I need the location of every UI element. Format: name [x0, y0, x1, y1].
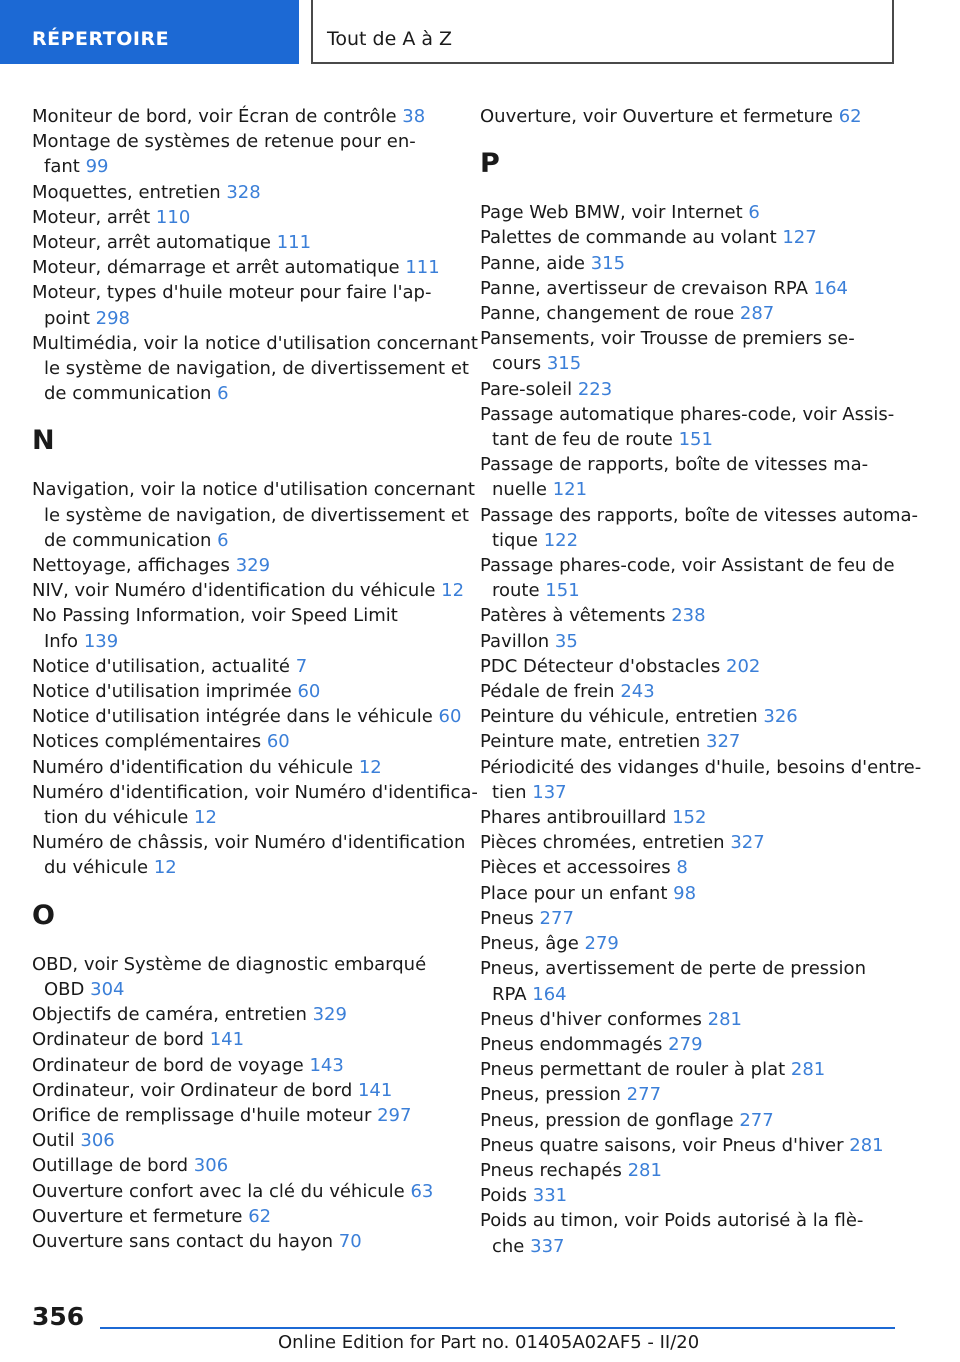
index-entry: Place pour un enfant 98 [480, 882, 697, 904]
index-column-right [480, 104, 922, 1259]
page-reference-link[interactable]: 279 [584, 933, 619, 955]
index-entry: Passage de rapports, boîte de vitesses ma‐ nuelle 121 [480, 454, 869, 501]
page-reference-link[interactable]: 164 [813, 277, 849, 299]
index-entry: Navigation, voir la notice d'utilisation concernant le système de navigation, de divertissement et de communication 6 [32, 479, 475, 551]
index-entry: Moteur, arrêt 110 [32, 206, 191, 228]
page-reference-link[interactable]: 60 [297, 681, 321, 703]
page-reference-link[interactable]: 223 [577, 378, 613, 400]
section-tab [0, 0, 299, 64]
index-entry: Notice d'utilisation, actualité 7 [32, 655, 308, 677]
index-entry: Ordinateur, voir Ordinateur de bord 141 [32, 1079, 393, 1101]
index-entry: PDC Détecteur d'obstacles 202 [480, 655, 761, 677]
index-entry: Patères à vêtements 238 [480, 605, 706, 627]
page-reference-link[interactable]: 63 [410, 1180, 434, 1202]
page-reference-link[interactable]: 110 [155, 206, 191, 228]
page-reference-link[interactable]: 6 [217, 383, 229, 405]
page-reference-link[interactable]: 99 [85, 156, 109, 178]
index-entry: Notice d'utilisation intégrée dans le véhicule 60 [32, 706, 462, 728]
index-entry: Ouverture sans contact du hayon 70 [32, 1230, 362, 1252]
index-entry: Moteur, démarrage et arrêt automatique 111 [32, 257, 440, 279]
index-entry: Pneus d'hiver conformes 281 [480, 1008, 742, 1030]
index-entry: Peinture du véhicule, entretien 326 [480, 706, 798, 728]
index-entry: Pavillon 35 [480, 630, 578, 652]
chapter-tab [311, 0, 894, 64]
page-reference-link[interactable]: 98 [673, 882, 697, 904]
index-entry: Pièces et accessoires 8 [480, 857, 688, 879]
page-reference-link[interactable]: 327 [730, 832, 765, 854]
index-entry: Phares antibrouillard 152 [480, 807, 707, 829]
page-reference-link[interactable]: 151 [678, 429, 713, 451]
page-reference-link[interactable]: 281 [707, 1008, 742, 1030]
page-reference-link[interactable]: 121 [552, 479, 588, 501]
index-entry: Palettes de commande au volant 127 [480, 227, 817, 249]
index-entry: NIV, voir Numéro d'identification du véhicule 12 [32, 580, 465, 602]
page-reference-link[interactable]: 331 [532, 1185, 568, 1207]
index-entry: Ouverture, voir Ouverture et fermeture 62 [480, 106, 862, 127]
page-reference-link[interactable]: 337 [530, 1235, 565, 1257]
page-reference-link[interactable]: 141 [357, 1079, 393, 1101]
page-reference-link[interactable]: 111 [405, 257, 440, 279]
page-reference-link[interactable]: 164 [532, 983, 567, 1005]
index-entry: Passage automatique phares-code, voir Assis‐ tant de feu de route 151 [480, 403, 895, 451]
index-entry: Pneus quatre saisons, voir Pneus d'hiver 281 [480, 1134, 884, 1156]
page-reference-link[interactable]: 60 [266, 731, 290, 753]
entry-group [32, 477, 478, 880]
page-reference-link[interactable]: 151 [545, 580, 580, 602]
index-entry: Numéro d'identification, voir Numéro d'identifica‐ tion du véhicule 12 [32, 781, 478, 829]
index-entry: Passage phares-code, voir Assistant de feu de route 151 [480, 555, 895, 602]
index-entry: Pneus, pression de gonflage 277 [480, 1109, 774, 1131]
entry-group [480, 200, 922, 1259]
page-reference-link[interactable]: 70 [338, 1230, 362, 1252]
index-entry: Outil 306 [32, 1130, 115, 1152]
page-reference-link[interactable]: 122 [543, 529, 579, 551]
index-entry: Pneus permettant de rouler à plat 281 [480, 1059, 826, 1081]
page-reference-link[interactable]: 62 [838, 106, 862, 127]
page-reference-link[interactable]: 329 [235, 555, 271, 577]
index-entry: Périodicité des vidanges d'huile, besoins d'entre‐ tien 137 [480, 756, 922, 803]
page-reference-link[interactable]: 277 [626, 1084, 662, 1106]
index-entry: Pédale de frein 243 [480, 681, 655, 703]
index-entry: Panne, aide 315 [480, 252, 626, 274]
index-entry: Poids au timon, voir Poids autorisé à la flè‐ che 337 [480, 1210, 864, 1257]
index-entry: Page Web BMW, voir Internet 6 [480, 202, 760, 224]
page-reference-link[interactable]: 8 [676, 857, 688, 879]
page-reference-link[interactable]: 139 [83, 630, 119, 652]
index-entry: Pneus, âge 279 [480, 933, 619, 955]
index-entry: Pare-soleil 223 [480, 378, 613, 400]
index-entry: Numéro d'identification du véhicule 12 [32, 756, 382, 778]
page-reference-link[interactable]: 38 [402, 106, 426, 127]
page-reference-link[interactable]: 328 [226, 181, 261, 203]
page-reference-link[interactable]: 287 [739, 303, 775, 325]
footer-divider [100, 1327, 895, 1329]
index-entry: Notices complémentaires 60 [32, 731, 290, 753]
page-reference-link[interactable]: 60 [438, 706, 462, 728]
page-reference-link[interactable]: 306 [193, 1155, 229, 1177]
index-entry: Outillage de bord 306 [32, 1155, 229, 1177]
index-entry: Passage des rapports, boîte de vitesses automa‐ tique 122 [480, 504, 919, 551]
page-reference-link[interactable]: 202 [726, 655, 761, 677]
page-reference-link[interactable]: 127 [782, 227, 817, 249]
page-reference-link[interactable]: 143 [309, 1054, 344, 1076]
page-reference-link[interactable]: 62 [248, 1205, 272, 1227]
page-reference-link[interactable]: 304 [90, 978, 125, 1000]
index-entry: Moquettes, entretien 328 [32, 181, 261, 203]
page-reference-link[interactable]: 281 [849, 1134, 884, 1156]
index-entry: Moteur, types d'huile moteur pour faire l'ap‐ point 298 [32, 282, 432, 329]
page-reference-link[interactable]: 35 [554, 630, 578, 652]
page-reference-link[interactable]: 327 [706, 731, 741, 753]
index-entry: Pièces chromées, entretien 327 [480, 832, 765, 854]
index-entry: Nettoyage, affichages 329 [32, 555, 271, 577]
index-entry: Panne, avertisseur de crevaison RPA 164 [480, 277, 849, 299]
page-reference-link[interactable]: 315 [590, 252, 626, 274]
page-reference-link[interactable]: 315 [546, 353, 582, 375]
index-entry: Orifice de remplissage d'huile moteur 297 [32, 1104, 412, 1126]
entry-group [32, 104, 478, 406]
page-reference-link[interactable]: 12 [441, 580, 465, 602]
letter-heading-p: P [480, 148, 500, 180]
page-reference-link[interactable]: 279 [668, 1033, 703, 1055]
page-reference-link[interactable]: 243 [620, 681, 655, 703]
index-entry: Moniteur de bord, voir Écran de contrôle 38 [32, 106, 426, 127]
index-entry: Poids 331 [480, 1185, 568, 1207]
index-entry: Multimédia, voir la notice d'utilisation concernant le système de navigation, de divertissement et de communication 6 [32, 332, 478, 405]
page-reference-link[interactable]: 326 [763, 706, 798, 728]
page-reference-link[interactable]: 306 [80, 1130, 115, 1152]
page-number: 356 [32, 1302, 85, 1331]
page-reference-link[interactable]: 238 [671, 605, 706, 627]
index-entry: Peinture mate, entretien 327 [480, 731, 741, 753]
index-entry: Ordinateur de bord 141 [32, 1029, 245, 1051]
edition-note: Online Edition for Part no. 01405A02AF5 - II/20 [278, 1332, 700, 1353]
index-entry: OBD, voir Système de diagnostic embarqué OBD 304 [32, 953, 427, 1000]
index-entry: Panne, changement de roue 287 [480, 303, 775, 325]
letter-heading-o: O [32, 899, 55, 931]
page-reference-link[interactable]: 281 [627, 1159, 662, 1181]
page-reference-link[interactable]: 297 [377, 1104, 412, 1126]
entry-group [480, 104, 900, 129]
page-reference-link[interactable]: 7 [295, 655, 308, 677]
page-reference-link[interactable]: 12 [194, 807, 217, 829]
index-entry: Moteur, arrêt automatique 111 [32, 232, 312, 254]
index-entry: Pansements, voir Trousse de premiers se‐ cours 315 [480, 328, 855, 375]
entry-group [32, 952, 452, 1254]
index-entry: Pneus 277 [480, 907, 574, 929]
letter-heading-n: N [32, 425, 55, 457]
page-reference-link[interactable]: 281 [790, 1059, 826, 1081]
page-reference-link[interactable]: 6 [217, 529, 229, 551]
page-reference-link[interactable]: 12 [358, 756, 382, 778]
section-title: RÉPERTOIRE [32, 28, 170, 50]
index-entry: Pneus rechapés 281 [480, 1159, 662, 1181]
page-reference-link[interactable]: 6 [748, 202, 760, 224]
page-reference-link[interactable]: 277 [539, 907, 574, 929]
index-entry: Ouverture et fermeture 62 [32, 1205, 272, 1227]
page-reference-link[interactable]: 141 [209, 1029, 245, 1051]
page-reference-link[interactable]: 152 [672, 807, 707, 829]
page-reference-link[interactable]: 298 [95, 307, 130, 329]
chapter-title: Tout de A à Z [327, 28, 453, 50]
index-entry: No Passing Information, voir Speed Limit Info 139 [32, 605, 398, 652]
page-reference-link[interactable]: 111 [276, 232, 312, 254]
index-entry: Pneus endommagés 279 [480, 1033, 703, 1055]
index-entry: Montage de systèmes de retenue pour en‐ fant 99 [32, 131, 416, 178]
page-reference-link[interactable]: 137 [532, 781, 567, 803]
index-entry: Objectifs de caméra, entretien 329 [32, 1004, 347, 1026]
index-entry: Ouverture confort avec la clé du véhicule 63 [32, 1180, 434, 1202]
page-reference-link[interactable]: 12 [153, 857, 177, 879]
index-entry: Pneus, avertissement de perte de pression RPA 164 [480, 958, 866, 1005]
page-reference-link[interactable]: 329 [312, 1004, 347, 1026]
index-entry: Numéro de châssis, voir Numéro d'identification du véhicule 12 [32, 832, 466, 879]
index-entry: Pneus, pression 277 [480, 1084, 662, 1106]
index-column-left [32, 104, 478, 1254]
page-reference-link[interactable]: 277 [739, 1109, 774, 1131]
index-entry: Notice d'utilisation imprimée 60 [32, 681, 321, 703]
index-entry: Ordinateur de bord de voyage 143 [32, 1054, 344, 1076]
